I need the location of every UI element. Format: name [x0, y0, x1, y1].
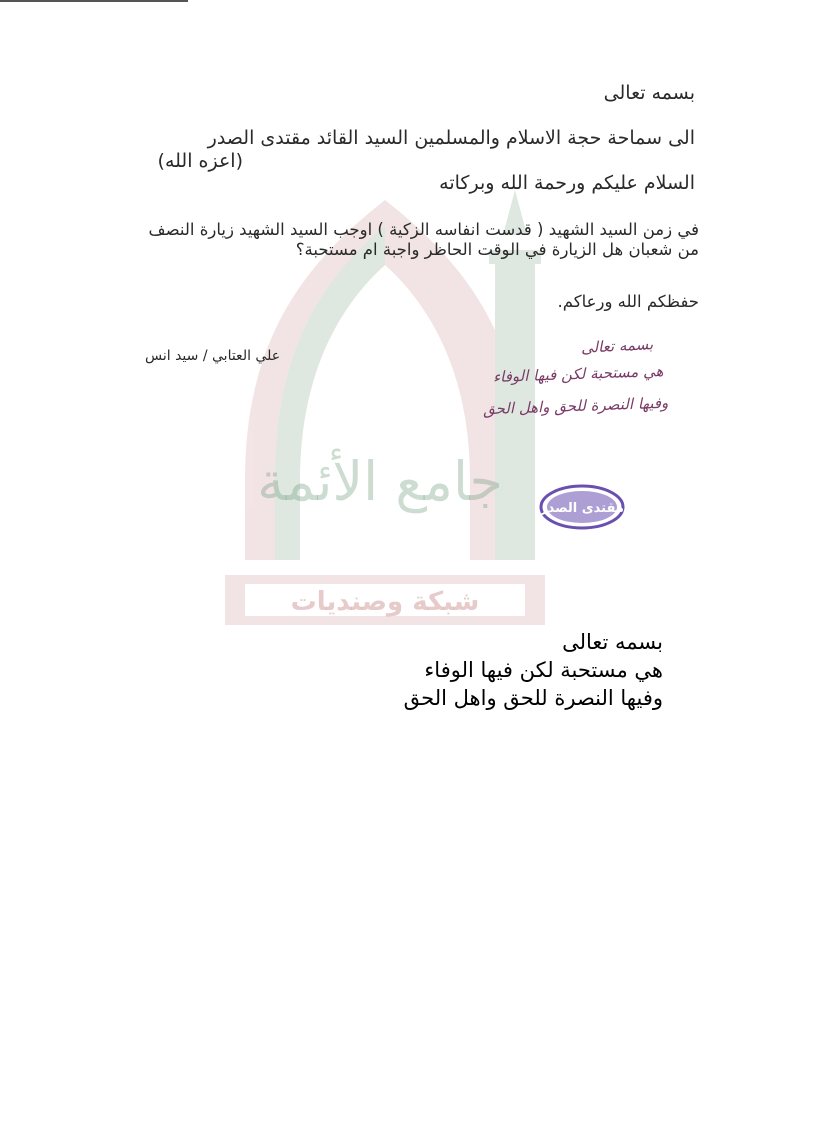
watermark-logo-text: جامع الأئمة: [257, 450, 503, 513]
typed-reply-line1: بسمه تعالى: [562, 630, 663, 654]
handwritten-reply-line3: وفيها النصرة للحق واهل الحق: [482, 393, 669, 419]
typed-reply-line2: هي مستحبة لكن فيها الوفاء: [424, 658, 663, 682]
watermark-banner-text: شبكة وصنديات: [290, 587, 480, 617]
typed-reply-line3: وفيها النصرة للحق واهل الحق: [403, 686, 663, 710]
letter-greeting: السلام عليكم ورحمة الله وبركاته: [439, 172, 695, 194]
scan-edge-line: [0, 0, 188, 2]
letter-addressee-honorific: (اعزه الله): [157, 150, 243, 172]
seal-stamp-text: مقتدى الصدر: [540, 501, 624, 516]
letter-signature: علي العتابي / سيد انس: [145, 348, 281, 364]
handwritten-reply-line1: بسمه تعالى: [580, 335, 654, 357]
letter-question-line2: من شعبان هل الزيارة في الوقت الحاظر واجبة ام مستحبة؟: [295, 240, 699, 259]
seal-stamp: [538, 483, 626, 531]
handwritten-reply-line2: هي مستحبة لكن فيها الوفاء: [492, 362, 664, 386]
letter-closing: حفظكم الله ورعاكم.: [557, 292, 699, 311]
typed-reply: [404, 628, 663, 712]
letter-addressee: الى سماحة حجة الاسلام والمسلمين السيد القائد مقتدى الصدر: [207, 127, 695, 149]
letter-basmala: بسمه تعالى: [603, 82, 695, 104]
letter-question-line1: في زمن السيد الشهيد ( قدست انفاسه الزكية ) اوجب السيد الشهيد زيارة النصف: [148, 220, 699, 239]
